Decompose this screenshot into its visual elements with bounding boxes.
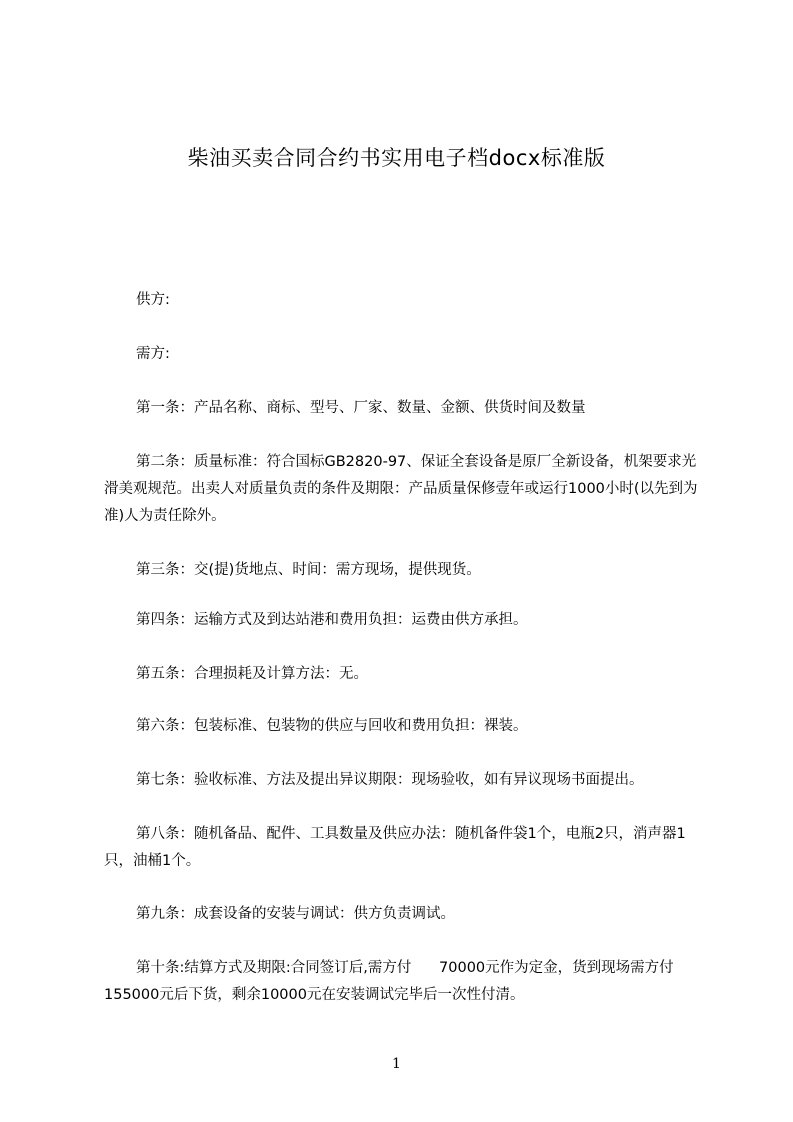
article-8: 第八条：随机备品、配件、工具数量及供应办法：随机备件袋1个，电瓶2只，消声器1只，油桶1个。 <box>104 826 686 869</box>
supplier-label: 供方: <box>136 292 170 308</box>
page-number: 1 <box>392 1056 401 1072</box>
article-6: 第六条：包装标准、包装物的供应与回收和费用负担：裸装。 <box>136 718 528 734</box>
article-1: 第一条：产品名称、商标、型号、厂家、数量、金额、供货时间及数量 <box>136 400 586 416</box>
document-title: 柴油买卖合同合约书实用电子档docx标准版 <box>187 146 606 170</box>
article-2: 第二条：质量标准：符合国标GB2820-97、保证全套设备是原厂全新设备，机架要求光滑美观规范。出卖人对质量负责的条件及期限：产品质量保修壹年或运行1000小时(以先到为准)人为责任除外。 <box>104 454 698 524</box>
article-9: 第九条：成套设备的安装与调试：供方负责调试。 <box>136 906 455 922</box>
article-7: 第七条：验收标准、方法及提出异议期限：现场验收，如有异议现场书面提出。 <box>136 772 644 788</box>
article-3: 第三条：交(提)货地点、时间：需方现场，提供现货。 <box>136 562 481 578</box>
article-4: 第四条：运输方式及到达站港和费用负担：运费由供方承担。 <box>136 612 528 628</box>
buyer-label: 需方: <box>136 346 170 362</box>
article-5: 第五条：合理损耗及计算方法：无。 <box>136 666 368 682</box>
article-10: 第十条:结算方式及期限:合同签订后,需方付 70000元作为定金，货到现场需方付155000元后下货，剩余10000元在安装调试完毕后一次性付清。 <box>104 960 674 1003</box>
